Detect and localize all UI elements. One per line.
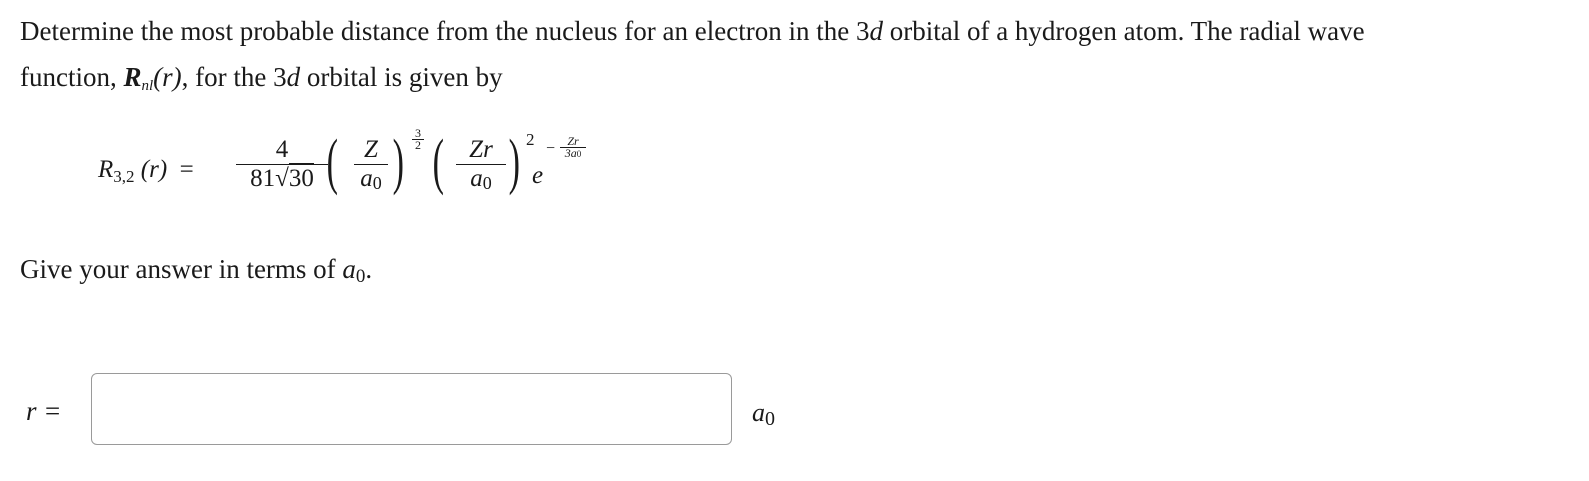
right-paren-1: ): [392, 128, 405, 196]
answer-unit-sub: 0: [765, 408, 775, 430]
exp3-denominator: [560, 148, 586, 160]
equation-lhs: [98, 156, 194, 187]
question-text-2: function,: [20, 62, 124, 92]
instruction-variable: a: [342, 254, 356, 284]
instruction-variable-sub: 0: [355, 266, 366, 287]
question-line-1: [20, 8, 1365, 54]
orbital-letter-2: d: [286, 62, 301, 92]
question-text-rest: orbital of a hydrogen atom. The radial wave: [882, 16, 1365, 46]
answer-unit: [752, 398, 775, 431]
coefficient-denominator-value: 81: [250, 165, 276, 192]
left-paren-1: (: [326, 128, 339, 196]
instruction-line: [20, 246, 372, 300]
left-paren-2: (: [432, 128, 445, 196]
radial-wave-equation: [98, 118, 658, 218]
equals-sign: =: [179, 156, 194, 183]
radial-function-argument: (r): [153, 62, 182, 92]
question-line-2: [20, 54, 503, 109]
frac2-den-sub: 0: [482, 173, 492, 193]
frac1-den-sub: 0: [372, 173, 382, 193]
exp3-den-var: 3a: [564, 146, 577, 160]
lhs-subscript: 3,2: [113, 167, 135, 186]
exponent-two: 2: [526, 130, 535, 149]
exponent-zr-over-3a0: [560, 136, 586, 160]
z-over-a0-fraction: [354, 136, 388, 197]
coefficient-fraction: [236, 136, 328, 193]
euler-e: e: [532, 162, 544, 189]
sqrt-icon: √: [275, 165, 289, 192]
sqrt-radicand: 30: [288, 165, 314, 192]
lhs-symbol: R: [98, 156, 114, 183]
lhs-argument: (r): [140, 156, 168, 183]
exp1-denominator: 2: [415, 138, 421, 152]
frac1-numerator: Z: [364, 136, 378, 163]
coefficient-numerator: 4: [275, 136, 289, 163]
coefficient-denominator: [236, 165, 328, 193]
zr-over-a0-fraction: [456, 136, 506, 197]
exponent-three-halves: [412, 128, 424, 151]
orbital-letter: d: [869, 16, 883, 46]
exp3-minus-sign: −: [546, 140, 556, 157]
frac1-denominator: [354, 165, 388, 197]
right-paren-2: ): [508, 128, 521, 196]
instruction-period: .: [365, 254, 373, 284]
frac2-numerator: Zr: [469, 136, 493, 163]
radial-function-symbol: R: [123, 62, 142, 92]
answer-input[interactable]: [91, 373, 732, 445]
orbital-number-2: 3: [273, 62, 287, 92]
question-text-3: , for the: [181, 62, 274, 92]
orbital-number: 3: [855, 16, 870, 46]
exp3-den-sub: 0: [576, 149, 582, 159]
instruction-text: Give your answer in terms of: [20, 254, 343, 284]
frac2-den-var: a: [470, 165, 483, 192]
radial-function-subscript: nl: [141, 78, 154, 94]
frac1-den-var: a: [360, 165, 373, 192]
question-text-4: orbital is given by: [300, 62, 503, 92]
question-text: Determine the most probable distance from the nucleus for an electron in the: [20, 16, 856, 46]
answer-label: r =: [26, 396, 62, 426]
exp3-numerator: Zr: [567, 134, 579, 148]
exp1-numerator: 3: [415, 126, 421, 140]
answer-unit-var: a: [752, 398, 765, 427]
frac2-denominator: [456, 165, 506, 197]
